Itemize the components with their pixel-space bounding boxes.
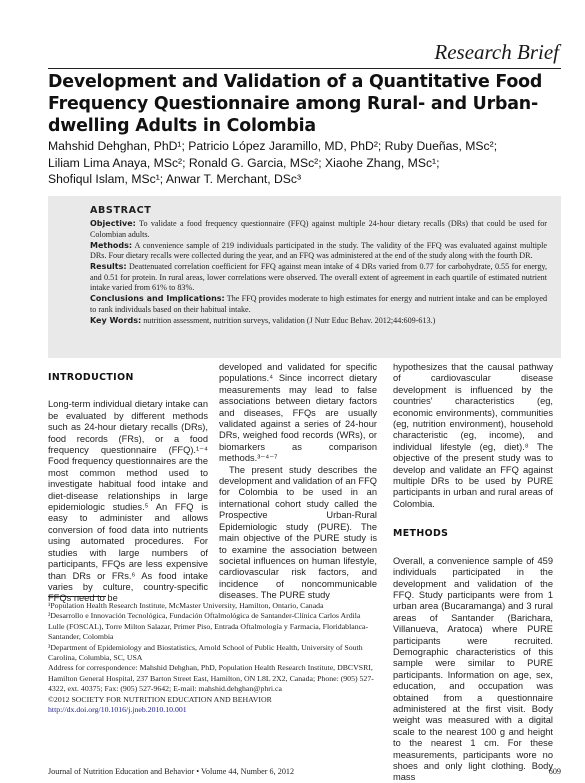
author-line: Mahshid Dehghan, PhD¹; Patricio López Jaramillo, MD, PhD²; Ruby Dueñas, MSc²; bbox=[48, 139, 498, 153]
article-type-label: Research Brief bbox=[434, 40, 559, 64]
column-right bbox=[393, 362, 553, 783]
affiliation-3: ³Department of Epidemiology and Biostatistics, Arnold School of Public Health, University of South Carolina, Columbia, SC, USA bbox=[48, 642, 363, 663]
conclusions-label: Conclusions and Implications: bbox=[90, 294, 225, 304]
body-paragraph: hypothesizes that the causal pathway of cardiovascular disease development is influenced by the countries' characteristics (eg, economic environments), communities (eg, nutrition environment), household characteristic (eg, income), and individual lifestyle (eg, diet).⁸ The objective of the present study was to develop and validate an FFQ against multiple DRs to be used by PURE participants in urban and rural areas of Colombia. bbox=[393, 362, 553, 509]
conclusions-text: The FFQ provides moderate to high estimates for energy and nutrient intake and can be employed to rank individuals based on their habitual intake. bbox=[90, 294, 548, 314]
author-list bbox=[48, 138, 568, 188]
affiliation-1: ¹Population Health Research Institute, McMaster University, Hamilton, Ontario, Canada bbox=[48, 601, 324, 610]
abstract-heading: ABSTRACT bbox=[90, 205, 152, 216]
affiliation-2: ²Desarrollo e Innovación Tecnológica, Fundación Oftalmológica de Santander-Clínica Carlos Ardila Lulle (FOSCAL), Torre Milton Salazar, Primer Piso, Entrada Oftalmología y Farmacia, Floridablanca-Santander, Colombia bbox=[48, 611, 369, 642]
author-line: Shofiqul Islam, MSc¹; Anwar T. Merchant, DSc³ bbox=[48, 172, 302, 186]
results-text: Deattenuated correlation coefficient for FFQ against mean intake of 4 DRs varied from 0.77 for carbohydrate, 0.55 for energy, and 0.51 for protein. In rural areas, lower correlations were observed. The overall extent of agreement in each quartile of estimated nutrient intake varied from 61% to 83%. bbox=[90, 262, 547, 293]
objective-label: Objective: bbox=[90, 219, 136, 229]
body-paragraph: developed and validated for specific populations.⁴ Since incorrect dietary measurements may lead to false associations between dietary factors and diseases, FFQs are usually validated against a series of 24-hour DRs, weighed food records (WRs), or biomarkers as comparison methods.³⁻⁴⁻⁷ bbox=[219, 362, 377, 464]
page-footer bbox=[48, 767, 561, 776]
abstract-box bbox=[48, 196, 561, 358]
footnotes bbox=[48, 601, 377, 715]
methods-text: A convenience sample of 219 individuals participated in the study. The validity of the FFQ was evaluated against multiple DRs. Four dietary recalls were collected during the year, and an FFQ was administered at the end of the study along with the fourth DR. bbox=[90, 240, 547, 261]
doi-link[interactable]: http://dx.doi.org/10.1016/j.jneb.2010.10.001 bbox=[48, 705, 187, 715]
introduction-paragraph: Long-term individual dietary intake can be evaluated by different methods such as 24-hour dietary recalls (DRs), food records (FRs), or a food frequency questionnaire (FFQ).¹⁻⁴ Food frequency questionnaires are the most common method used to investigate habitual food intake and diet-disease relationships in large epidemiologic studies.⁵ An FFQ is easy to administer and allows conversion of food data into nutrients using automated procedures. For studies with large numbers of participants, FFQs are less expensive than DRs or FRs.⁶ As food intake varies by culture, country-specific FFQs need to be bbox=[48, 399, 208, 604]
journal-citation: Journal of Nutrition Education and Behavior • Volume 44, Number 6, 2012 bbox=[48, 767, 295, 776]
methods-heading: METHODS bbox=[393, 528, 449, 540]
column-middle bbox=[219, 362, 377, 602]
methods-label: Methods: bbox=[90, 240, 133, 250]
abstract-methods bbox=[90, 241, 547, 262]
body-paragraph: The present study describes the development and validation of an FFQ for Colombia to be used in an international cohort study called the Prospective Urban-Rural Epidemiologic study (PURE). The main objective of the PURE study is to examine the association between societal influences on human lifestyle, cardiovascular risk factors, and incidence of noncommunicable diseases. The PURE study bbox=[219, 464, 377, 601]
copyright-notice: ©2012 SOCIETY FOR NUTRITION EDUCATION AND BEHAVIOR bbox=[48, 694, 272, 704]
abstract-objective bbox=[90, 219, 547, 240]
article-title: Development and Validation of a Quantitative Food Frequency Questionnaire among Rural- and Urban-dwelling Adults in Colombia bbox=[48, 72, 543, 136]
page-number: 609 bbox=[548, 767, 561, 776]
introduction-heading: INTRODUCTION bbox=[48, 372, 134, 383]
keywords-text: nutrition assessment, nutrition surveys, validation (J Nutr Educ Behav. 2012;44:609-613.) bbox=[143, 315, 436, 325]
abstract-results bbox=[90, 262, 547, 293]
header-divider bbox=[48, 68, 561, 69]
abstract-keywords bbox=[90, 316, 547, 326]
abstract-content bbox=[90, 206, 547, 327]
keywords-label: Key Words: bbox=[90, 315, 142, 325]
column-introduction bbox=[48, 372, 208, 605]
author-line: Liliam Lima Anaya, MSc²; Ronald G. Garcia, MSc²; Xiaohe Zhang, MSc¹; bbox=[48, 155, 440, 170]
section-gap bbox=[393, 510, 553, 528]
objective-text: To validate a food frequency questionnaire (FFQ) against multiple 24-hour dietary recalls (DRs) that could be used for Colombian adults. bbox=[90, 219, 548, 239]
abstract-conclusions bbox=[90, 294, 547, 315]
footnote-divider bbox=[48, 596, 106, 597]
results-label: Results: bbox=[90, 262, 127, 272]
methods-paragraph: Overall, a convenience sample of 459 individuals participated in the development and validation of the FFQ. Study participants were from 1 urban area (Bucaramanga) and 3 rural areas of Santander (Barichara, Villanueva, Aratoca) where PURE participants were recruited. Demographic characteristics of this sample were similar to PURE participants. Information on age, sex, education, and occupation was obtained from a questionnaire administered at the first visit. Body weight was measured with a digital scale to the nearest 100 g and height to the nearest 1 cm. For these measurements, participants wore no shoes and only light clothing. Body mass bbox=[393, 555, 553, 783]
correspondence-address: Address for correspondence: Mahshid Dehghan, PhD, Population Health Research Institute, DBCVSRI, Hamilton General Hospital, 237 Barton Street East, Hamilton, ON L8L 2X2, Canada; Phone: (905) 527-4322, ext. 40375; Fax: (905) 527-9642; E-mail: mahshid.dehghan@phri.ca bbox=[48, 663, 374, 694]
